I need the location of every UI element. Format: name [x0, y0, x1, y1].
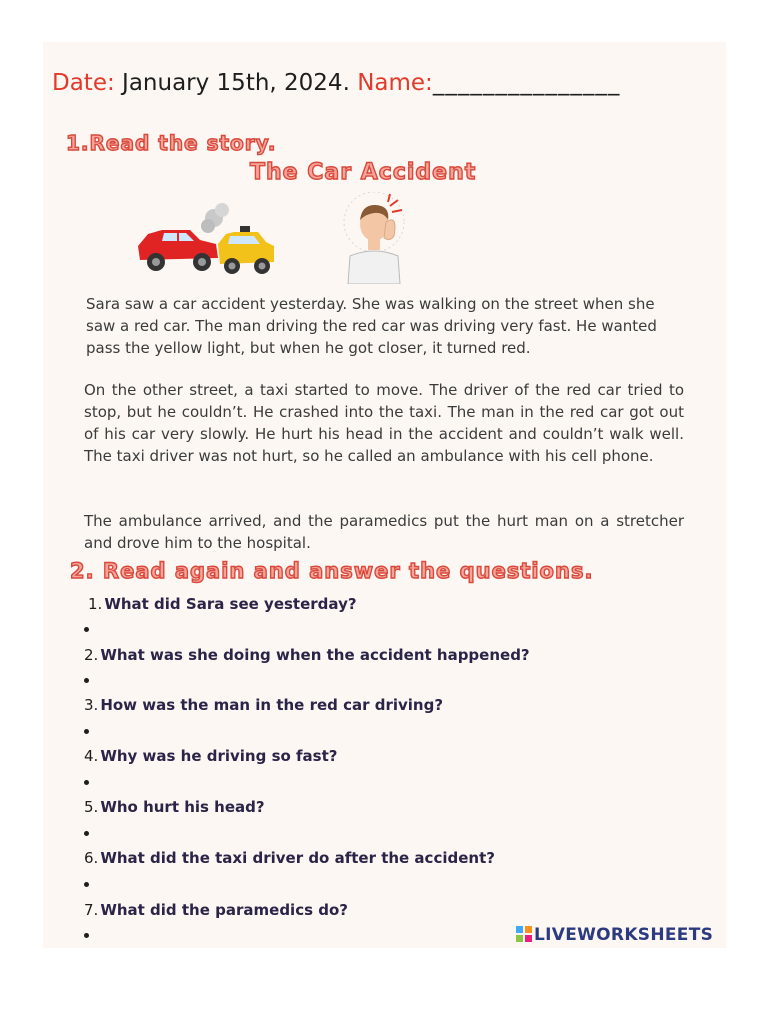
answer-bullet-2[interactable] — [84, 678, 89, 683]
answer-bullet-5[interactable] — [84, 831, 89, 836]
name-label: Name: — [357, 70, 433, 96]
name-field[interactable]: _______________ — [432, 70, 621, 96]
date-label: Date: — [52, 70, 115, 96]
date-value: January 15th, 2024. — [122, 70, 350, 96]
question-3: 3. How was the man in the red car driving? — [84, 696, 444, 714]
question-6: 6. What did the taxi driver do after the accident? — [84, 849, 495, 867]
liveworksheets-brand[interactable]: LIVEWORKSHEETS — [534, 925, 714, 945]
answer-bullet-4[interactable] — [84, 780, 89, 785]
car-crash-illustration — [134, 200, 276, 278]
answer-bullet-6[interactable] — [84, 882, 89, 887]
question-4: 4. Why was he driving so fast? — [84, 747, 338, 765]
answer-bullet-3[interactable] — [84, 729, 89, 734]
question-1: 1. What did Sara see yesterday? — [88, 595, 357, 613]
header-line — [52, 70, 620, 96]
story-title: The Car Accident — [250, 160, 477, 185]
section2-title: 2. Read again and answer the questions. — [70, 559, 594, 583]
answer-bullet-1[interactable] — [84, 627, 89, 632]
man-holding-head-illustration — [328, 192, 420, 284]
story-paragraph-1: Sara saw a car accident yesterday. She was walking on the street when she saw a red car. The man driving the red car was driving very fast. He wanted pass the yellow light, but when he got closer, it turned red. — [86, 295, 657, 357]
question-5: 5. Who hurt his head? — [84, 798, 265, 816]
question-7: 7. What did the paramedics do? — [84, 901, 348, 919]
story-paragraph-3: The ambulance arrived, and the paramedics put the hurt man on a stretcher and drove him to the hospital. — [84, 512, 684, 552]
story-paragraph-2: On the other street, a taxi started to move. The driver of the red car tried to stop, but he couldn’t. He crashed into the taxi. The man in the red car got out of his car very slowly. He hurt his head in the accident and couldn’t walk well. The taxi driver was not hurt, so he called an ambulance with his cell phone. — [84, 381, 684, 465]
answer-bullet-7[interactable] — [84, 933, 89, 938]
liveworksheets-logo-icon — [516, 926, 532, 942]
section1-title: 1.Read the story. — [66, 131, 277, 155]
question-2: 2. What was she doing when the accident happened? — [84, 646, 530, 664]
